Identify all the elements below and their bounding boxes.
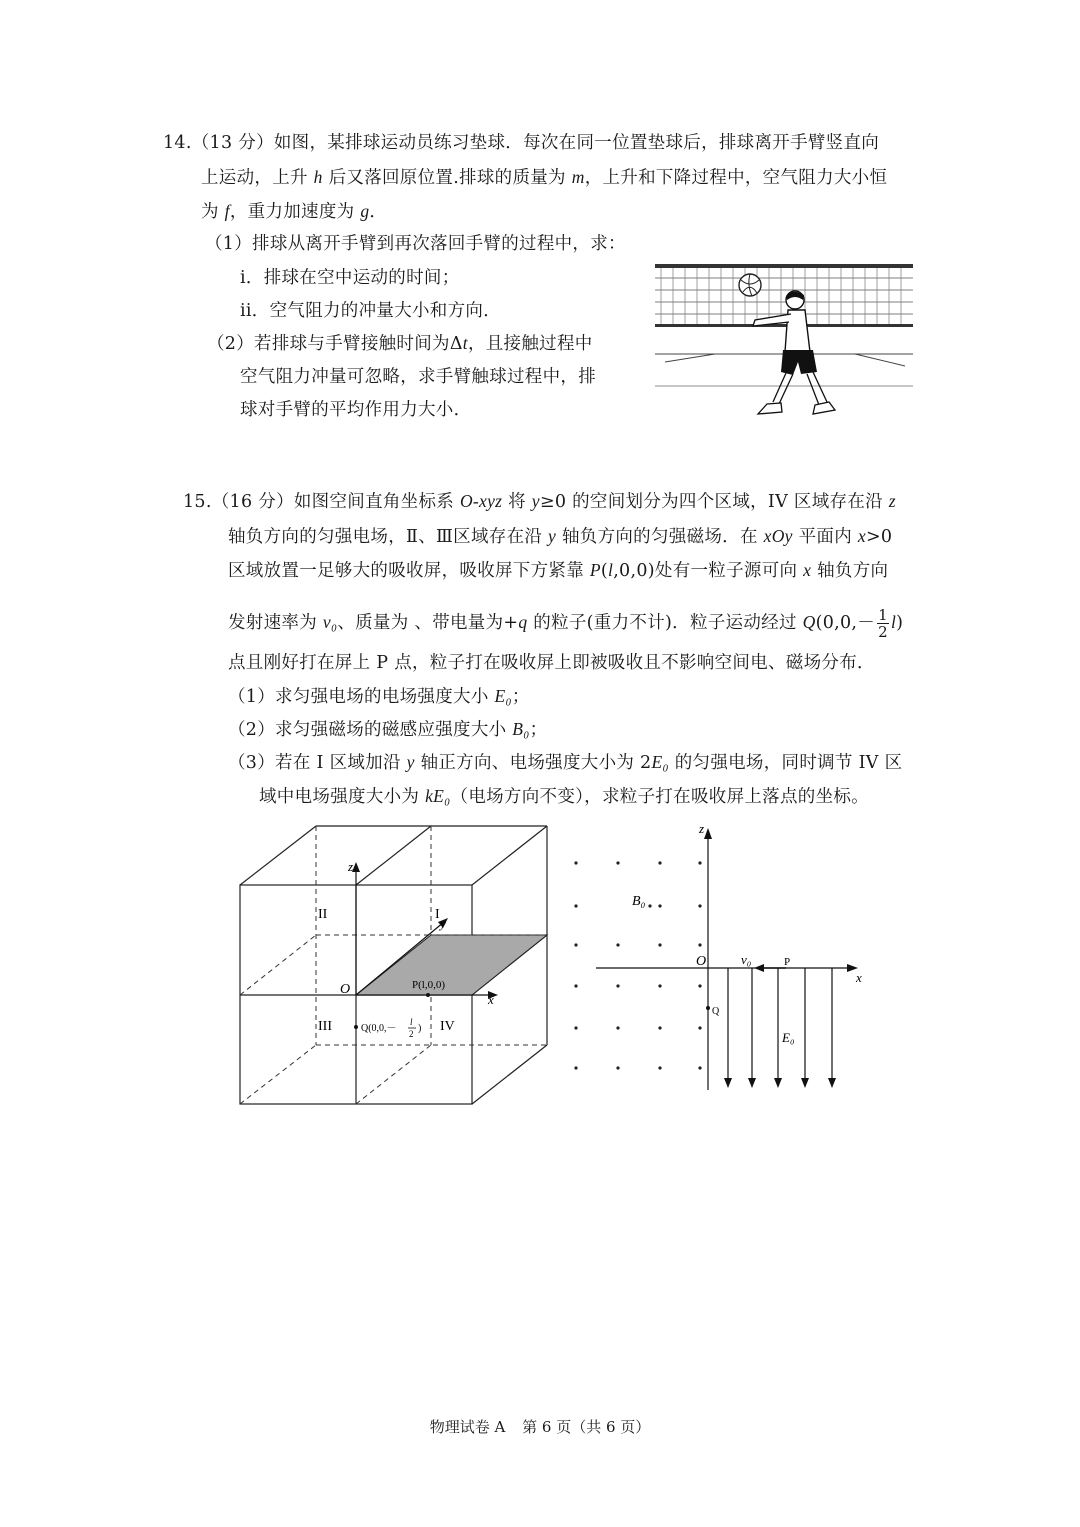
field-dot xyxy=(616,1066,619,1069)
field-dot xyxy=(574,943,577,946)
field-dot xyxy=(698,1026,701,1029)
field-dot xyxy=(698,1066,701,1069)
q14-text: 上运动，上升 xyxy=(201,168,314,188)
symbol-m: m xyxy=(571,167,585,187)
fraction-denominator: 2 xyxy=(878,623,888,641)
q15-text: 轴负方向的匀强磁场．在 xyxy=(556,527,764,547)
q14-line2 xyxy=(201,165,887,190)
field-dot xyxy=(574,1026,577,1029)
q15-text: (0,0,－ xyxy=(815,613,876,633)
q15-text: 域中电场强度大小为 xyxy=(259,787,426,807)
origin-label: O xyxy=(340,982,351,997)
q14-number: 14. xyxy=(163,133,192,153)
axis-x-label: x xyxy=(856,970,862,985)
fraction-numerator: 1 xyxy=(878,606,888,624)
q14-part2-line1 xyxy=(207,331,593,356)
q15-text: >0 xyxy=(865,527,893,547)
symbol-xoy: xOy xyxy=(763,526,793,546)
symbol-z: z xyxy=(888,491,896,511)
q15-text: 的匀强电场，同时调节 IV 区 xyxy=(668,753,903,773)
q14-part1-i: i．排球在空中运动的时间； xyxy=(240,268,460,288)
region-I-label: I xyxy=(435,907,440,922)
q15-text: 将 xyxy=(502,492,532,512)
point-P-label: P xyxy=(784,956,791,968)
q15-text: 、带电量为+ xyxy=(414,613,519,633)
axis-z-label: z xyxy=(348,859,354,874)
region-III-label: III xyxy=(318,1019,332,1034)
symbol-g: g xyxy=(360,201,370,221)
q15-text: ； xyxy=(529,720,548,740)
q14-part2-line3: 球对手臂的平均作用力大小． xyxy=(240,400,472,420)
q15-text: 平面内 xyxy=(792,527,858,547)
q15-text: 的粒子(重力不计)．粒子运动经过 xyxy=(527,613,803,633)
field-dot xyxy=(574,984,577,987)
symbol-v0: v₀ xyxy=(322,612,338,632)
symbol-y: y xyxy=(406,752,415,772)
q14-text: 为 xyxy=(201,202,225,222)
point-Q-label-a: Q(0,0,－ xyxy=(361,1023,397,1034)
q15-text: 、质量为 xyxy=(337,613,415,633)
volleyball xyxy=(739,274,761,296)
cube-coordinate-diagram xyxy=(230,818,560,1110)
point-P-label: P(l,0,0) xyxy=(412,979,445,991)
q15-line5: 点且刚好打在屏上 P 点，粒子打在吸收屏上即被吸收且不影响空间电、磁场分布． xyxy=(228,653,875,673)
q14-text: ，重力加速度为 xyxy=(229,202,361,222)
symbol-t: t xyxy=(462,333,468,353)
symbol-x: x xyxy=(857,526,866,546)
symbol-l: l xyxy=(890,612,897,632)
q14-text: ，且接触过程中 xyxy=(467,334,593,354)
axis-y-label: y xyxy=(440,916,446,931)
E-field-label: E₀ xyxy=(782,1030,795,1045)
field-diagram xyxy=(568,818,868,1098)
point-Q-label: Q xyxy=(712,1006,720,1017)
electric-field-arrows xyxy=(728,968,832,1080)
page-footer xyxy=(0,1416,1080,1437)
q15-text: 发射速率为 xyxy=(228,613,323,633)
point-Q-frac-num: l xyxy=(410,1017,413,1027)
q15-text: 轴正方向、电场强度大小为 2 xyxy=(414,753,652,773)
q15-text: （电场方向不变），求粒子打在吸收屏上落点的坐标。 xyxy=(450,787,869,807)
q15-sub1 xyxy=(228,684,530,709)
field-dot xyxy=(648,904,651,907)
q15-score: （16 分） xyxy=(211,492,294,512)
q15-text: ( xyxy=(600,561,609,581)
q15-text: 轴负方向 xyxy=(811,561,889,581)
fraction-one-half xyxy=(877,607,889,640)
q14-text: ． xyxy=(369,202,388,222)
q15-sub3-line1 xyxy=(228,750,902,775)
field-dot xyxy=(698,861,701,864)
q15-line1 xyxy=(183,489,896,514)
B-field-label: B₀ xyxy=(632,894,646,909)
q14-score: （13 分） xyxy=(191,133,274,153)
q15-text: （1）求匀强电场的电场强度大小 xyxy=(228,687,495,707)
symbol-Q: Q xyxy=(802,612,816,632)
field-dot xyxy=(658,984,661,987)
symbol-f: f xyxy=(224,201,230,221)
q14-part1-ii: ii．空气阻力的冲量大小和方向． xyxy=(240,301,501,321)
footer-page-number: 第 6 页（共 6 页） xyxy=(522,1418,651,1436)
q15-sub2 xyxy=(228,717,547,742)
absorption-screen xyxy=(356,935,547,995)
symbol-oxyz: O-xyz xyxy=(459,491,503,511)
axis-x-label: x xyxy=(488,992,494,1007)
q14-line3 xyxy=(201,199,387,224)
field-dot xyxy=(616,984,619,987)
symbol-B0: B₀ xyxy=(512,719,530,739)
symbol-E0: E₀ xyxy=(651,752,669,772)
q15-text: ,0,0)处有一粒子源可向 xyxy=(613,561,804,581)
field-dot xyxy=(658,943,661,946)
q15-text: ) xyxy=(896,613,904,633)
field-dot xyxy=(698,904,701,907)
region-IV-label: IV xyxy=(440,1019,455,1034)
q15-text: ； xyxy=(511,687,530,707)
field-dot xyxy=(574,1066,577,1069)
q14-text: （2）若排球与手臂接触时间为Δ xyxy=(207,334,463,354)
symbol-y: y xyxy=(548,526,557,546)
field-dot xyxy=(616,1026,619,1029)
symbol-h: h xyxy=(313,167,323,187)
q14-part2-line2: 空气阻力冲量可忽略，求手臂触球过程中，排 xyxy=(240,367,596,387)
field-dot xyxy=(574,861,577,864)
axis-z-label: z xyxy=(699,821,705,836)
q14-intro: 如图，某排球运动员练习垫球．每次在同一位置垫球后，排球离开手臂竖直向 xyxy=(273,133,880,153)
field-dot xyxy=(616,943,619,946)
symbol-E0: E₀ xyxy=(494,686,512,706)
symbol-P: P xyxy=(589,560,601,580)
q15-text: ≥0 的空间划分为四个区域，IV 区域存在沿 xyxy=(539,492,889,512)
q15-text: （3）若在 I 区域加沿 xyxy=(228,753,407,773)
symbol-l: l xyxy=(608,560,614,580)
q14-part1: （1）排球从离开手臂到再次落回手臂的过程中，求： xyxy=(205,234,626,254)
q15-line4 xyxy=(228,602,903,643)
q15-number: 15. xyxy=(183,492,212,512)
field-dot xyxy=(616,861,619,864)
field-dot xyxy=(658,904,661,907)
q15-text: （2）求匀强磁场的磁感应强度大小 xyxy=(228,720,513,740)
volleyball-player-illustration xyxy=(655,262,913,426)
symbol-kE0: kE₀ xyxy=(425,786,451,806)
field-dot xyxy=(698,984,701,987)
q14-text: 后又落回原位置.排球的质量为 xyxy=(322,168,572,188)
q15-line3 xyxy=(228,558,888,583)
field-dot xyxy=(658,861,661,864)
q15-sub3-line2 xyxy=(259,784,869,809)
symbol-y: y xyxy=(531,491,540,511)
q15-text: 区域放置一足够大的吸收屏，吸收屏下方紧靠 xyxy=(228,561,590,581)
field-dot xyxy=(658,1066,661,1069)
point-Q-frac-den: 2 xyxy=(409,1029,414,1039)
q14-text: ，上升和下降过程中，空气阻力大小恒 xyxy=(584,168,888,188)
q15-text: 如图空间直角坐标系 xyxy=(293,492,460,512)
field-dot xyxy=(574,904,577,907)
symbol-x: x xyxy=(803,560,812,580)
q14-line1 xyxy=(163,131,879,155)
v0-label: v₀ xyxy=(741,952,752,967)
footer-subject: 物理试卷 A xyxy=(429,1418,506,1436)
origin-label: O xyxy=(696,954,707,969)
region-II-label: II xyxy=(318,907,328,922)
field-dot xyxy=(698,943,701,946)
q15-text: 轴负方向的匀强电场，Ⅱ、Ⅲ区域存在沿 xyxy=(228,527,549,547)
magnetic-field-dots xyxy=(574,861,701,1069)
symbol-q: q xyxy=(518,612,528,632)
field-dot xyxy=(658,1026,661,1029)
point-Q-label xyxy=(361,1023,397,1034)
point-Q-label-b: ) xyxy=(418,1023,422,1034)
q15-line2 xyxy=(228,524,892,549)
